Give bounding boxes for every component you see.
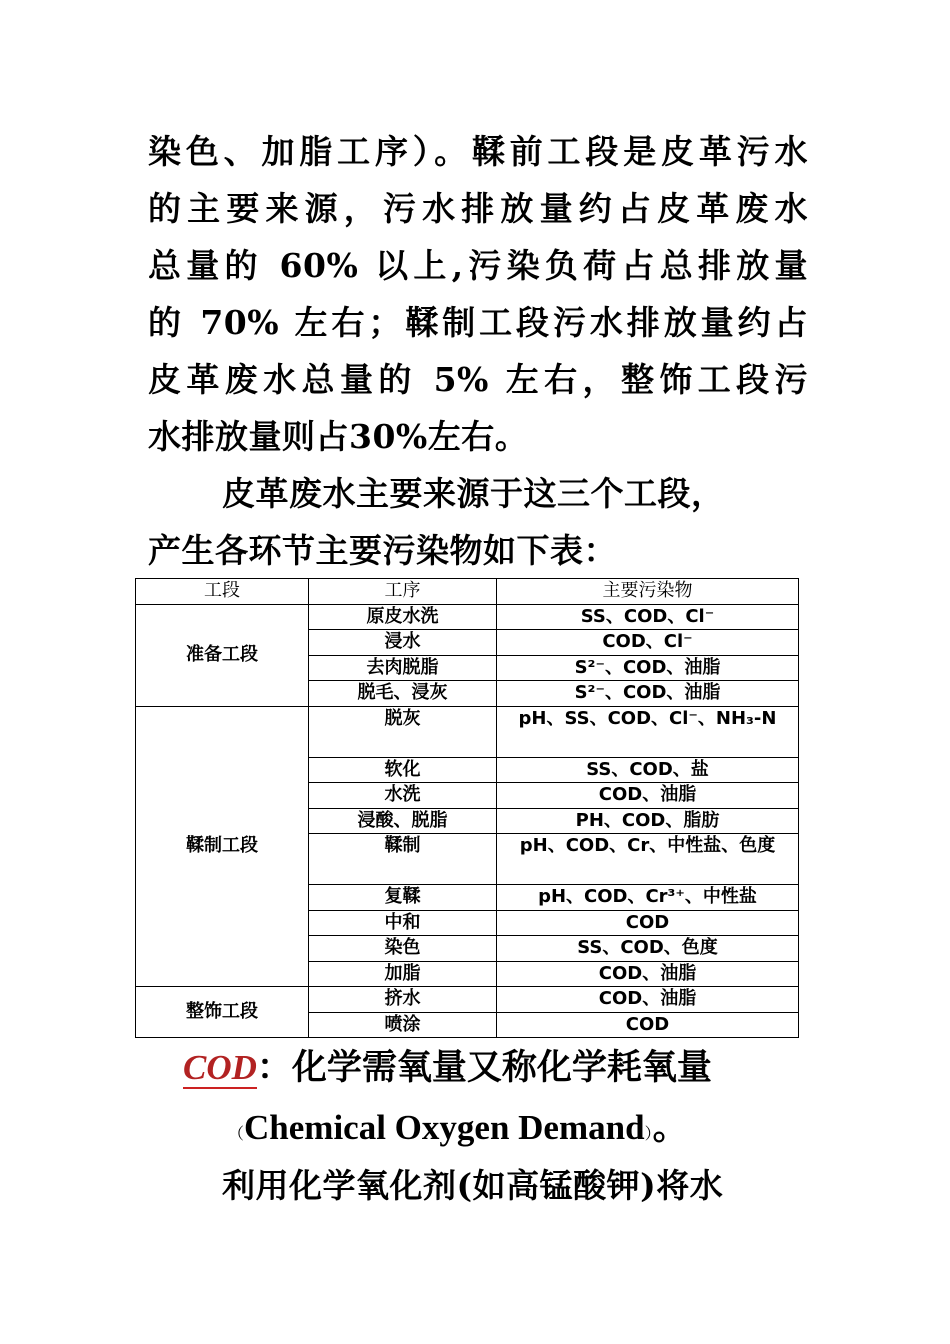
table-row <box>136 987 799 1013</box>
cod-term: COD <box>183 1048 257 1087</box>
pollutant-table <box>135 578 799 1038</box>
pollutant-cell: COD、油脂 <box>497 961 799 987</box>
process-cell: 浸酸、脱脂 <box>309 808 497 834</box>
pollutant-cell: PH、COD、脂肪 <box>497 808 799 834</box>
pollutant-cell: COD、油脂 <box>497 783 799 809</box>
process-cell: 水洗 <box>309 783 497 809</box>
text-line: 水排放量则占30%左右。 <box>148 417 529 456</box>
table-row <box>136 604 799 630</box>
header-process: 工序 <box>309 579 497 605</box>
process-cell: 复鞣 <box>309 885 497 911</box>
process-cell: 中和 <box>309 910 497 936</box>
text-line: 的主要来源，污水排放量约占皮革废水 <box>148 189 808 228</box>
process-cell: 浸水 <box>309 630 497 656</box>
pollutant-cell: S²⁻、COD、油脂 <box>497 655 799 681</box>
text-line: 皮革废水总量的 5% 左右，整饰工段污 <box>148 360 808 399</box>
stage-cell: 鞣制工段 <box>136 706 309 987</box>
process-cell: 染色 <box>309 936 497 962</box>
text-line: 的 70% 左右；鞣制工段污水排放量约占 <box>148 303 808 342</box>
cod-english-name <box>228 1100 688 1150</box>
table-row <box>136 706 799 757</box>
paren-close: ） <box>644 1126 653 1143</box>
cod-definition-text: ：化学需氧量又称化学耗氧量 <box>256 1047 712 1088</box>
paren-open: （ <box>228 1126 245 1143</box>
process-cell: 鞣制 <box>309 834 497 885</box>
cod-english-text: Chemical Oxygen Demand <box>244 1108 645 1147</box>
header-pollutants: 主要污染物 <box>497 579 799 605</box>
paragraph-1 <box>148 123 808 465</box>
pollutant-cell: SS、COD、盐 <box>497 757 799 783</box>
pollutant-cell: SS、COD、Cl⁻ <box>497 604 799 630</box>
table-header-row <box>136 579 799 605</box>
pollutant-cell: COD、Cl⁻ <box>497 630 799 656</box>
stage-cell: 整饰工段 <box>136 987 309 1038</box>
process-cell: 原皮水洗 <box>309 604 497 630</box>
process-cell: 加脂 <box>309 961 497 987</box>
cod-method-text: 利用化学氧化剂(如高锰酸钾)将水 <box>222 1166 724 1205</box>
text-line: 染色、加脂工序）。鞣前工段是皮革污水 <box>148 132 808 171</box>
paragraph-2 <box>148 465 808 579</box>
pollutant-cell: S²⁻、COD、油脂 <box>497 681 799 707</box>
process-cell: 挤水 <box>309 987 497 1013</box>
pollutant-cell: COD、油脂 <box>497 987 799 1013</box>
text-line: 产生各环节主要污染物如下表： <box>148 531 617 570</box>
stage-cell: 准备工段 <box>136 604 309 706</box>
process-cell: 脱毛、浸灰 <box>309 681 497 707</box>
process-cell: 软化 <box>309 757 497 783</box>
text-line: 皮革废水主要来源于这三个工段， <box>222 474 725 513</box>
pollutant-cell: pH、SS、COD、Cl⁻、NH₃-N <box>497 706 799 757</box>
text-line: 总量的 60% 以上,污染负荷占总排放量 <box>148 246 808 285</box>
end-mark: 。 <box>652 1108 688 1147</box>
pollutant-cell: COD <box>497 1012 799 1038</box>
pollutant-cell: pH、COD、Cr、中性盐、色度 <box>497 834 799 885</box>
cod-definition <box>183 1040 712 1090</box>
header-stage: 工段 <box>136 579 309 605</box>
pollutant-cell: SS、COD、色度 <box>497 936 799 962</box>
process-cell: 去肉脱脂 <box>309 655 497 681</box>
process-cell: 喷涂 <box>309 1012 497 1038</box>
pollutant-cell: COD <box>497 910 799 936</box>
pollutant-cell: pH、COD、Cr³⁺、中性盐 <box>497 885 799 911</box>
process-cell: 脱灰 <box>309 706 497 757</box>
